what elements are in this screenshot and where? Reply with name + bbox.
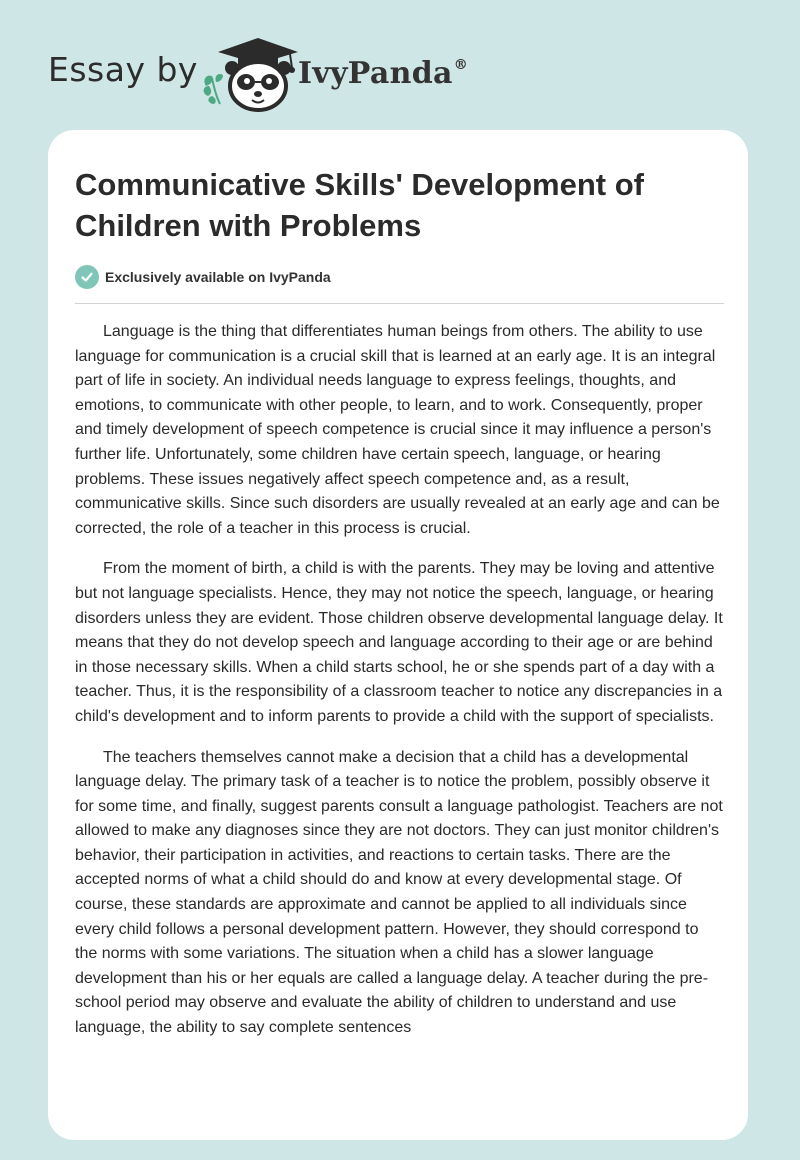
panda-graduate-icon xyxy=(200,34,300,114)
ivypanda-wordmark[interactable] xyxy=(298,56,468,91)
essay-body xyxy=(75,320,725,1057)
essay-title: Communicative Skills' Development of Children with Problems xyxy=(75,167,644,243)
divider xyxy=(75,303,724,304)
ivypanda-logo[interactable] xyxy=(200,34,300,114)
registered-mark: ® xyxy=(453,57,469,73)
exclusive-label: Exclusively available on IvyPanda xyxy=(105,269,331,285)
site-header xyxy=(48,28,508,118)
exclusive-badge xyxy=(75,264,331,290)
paragraph: The teachers themselves cannot make a decision that a child has a developmental language delay. The primary task of a teacher is to notice the problem, possibly observe it for some time, and finally, suggest parents consult a language pathologist. Teachers are not allowed to make any diagnoses since they are not doctors. They can just monitor children's behavior, their participation in activities, and reactions to certain tasks. There are the accepted norms of what a child should do and know at every developmental stage. Of course, these standards are approximate and cannot be applied to all individuals since every child follows a personal development pattern. However, they should correspond to the norms with some variations. The situation when a child has a slower language development than his or her equals are called a language delay. A teacher during the pre-school period may observe and evaluate the ability of children to understand and use language, the ability to say complete sentences xyxy=(75,748,723,1037)
brand-name: IvyPanda xyxy=(298,56,453,91)
check-circle-icon xyxy=(75,265,99,289)
essay-by-label: Essay by xyxy=(48,50,198,89)
paragraph: Language is the thing that differentiates human beings from others. The ability to use language for communication is a crucial skill that is learned at an early age. It is an integral part of life in society. An individual needs language to express feelings, thoughts, and emotions, to communicate with other people, to learn, and to work. Consequently, proper and timely development of speech competence is crucial since it may influence a person's further life. Unfortunately, some children have certain speech, language, or hearing problems. These issues negatively affect speech competence and, as a result, communicative skills. Since such disorders are usually revealed at an early age and can be corrected, the role of a teacher in this process is crucial. xyxy=(75,323,720,537)
paragraph: From the moment of birth, a child is with the parents. They may be loving and attentive but not language specialists. Hence, they may not notice the speech, language, or hearing disorders unless they are evident. Those children observe developmental language delay. It means that they do not develop speech and language according to their age or are behind in those necessary skills. When a child starts school, he or she spends part of a day with a teacher. Thus, it is the responsibility of a classroom teacher to notice any discrepancies in a child's development and to inform parents to provide a child with the support of specialists. xyxy=(75,560,723,725)
essay-card xyxy=(48,130,748,1140)
